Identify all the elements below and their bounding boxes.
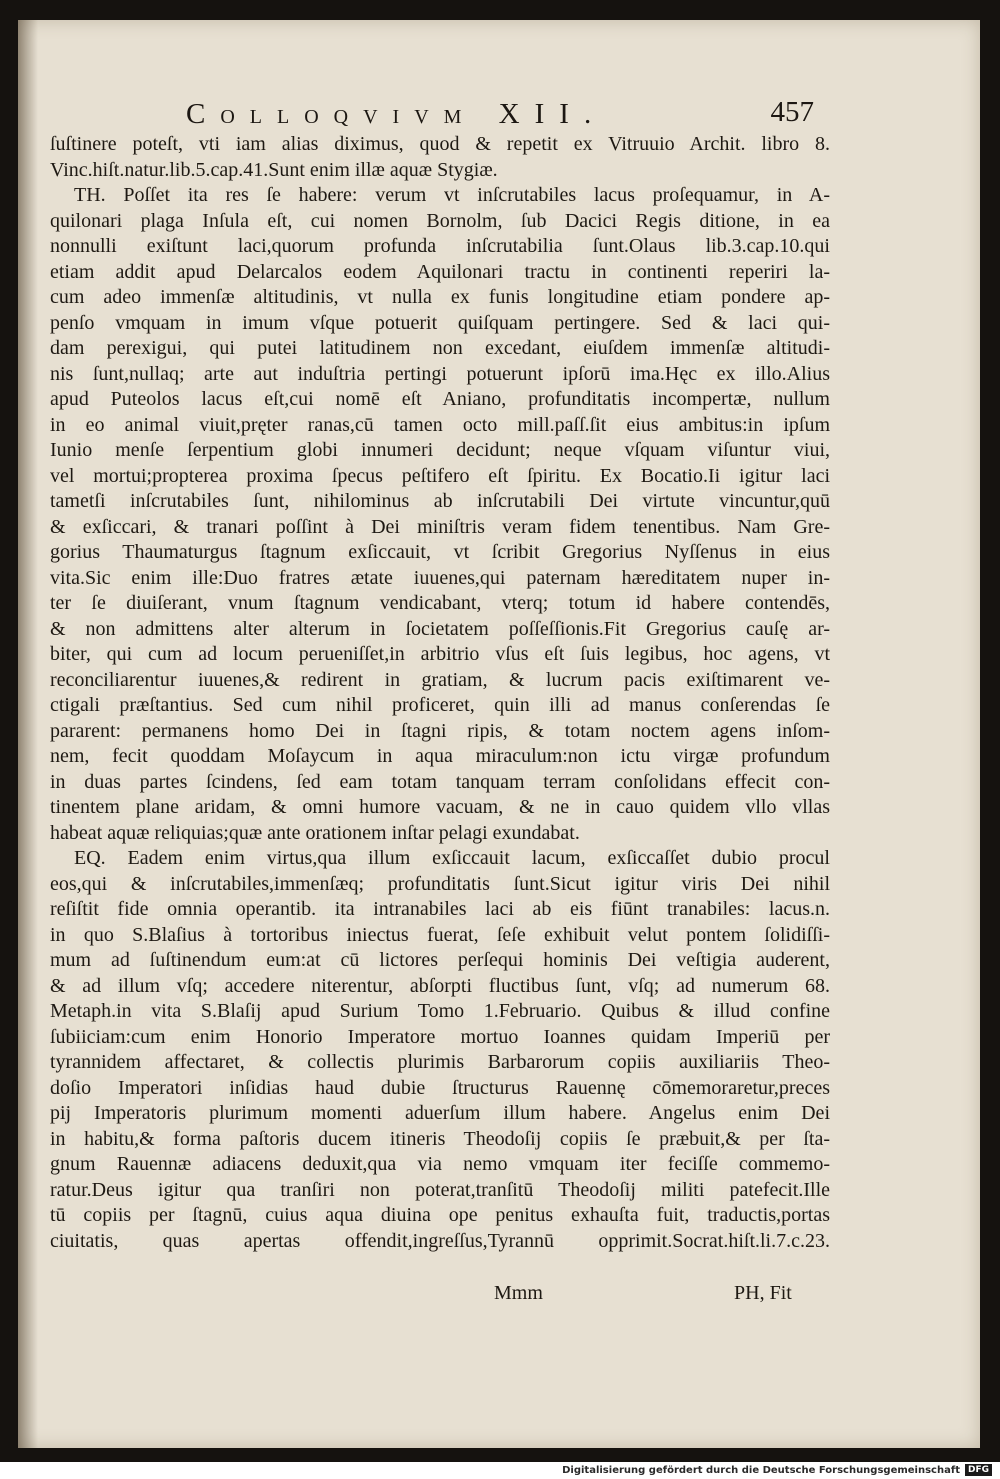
text-line: ſuſtinere poteſt, vti iam alias diximus, quod & repetit ex Vitruuio Archit. libro 8. xyxy=(50,133,830,155)
dfg-logo: DFG xyxy=(965,1464,992,1476)
body-text xyxy=(50,132,830,1254)
text-line: in quo S.Blaſius à tortoribus iniectus fuerat, ſeſe exhibuit velut pontem ſolidiſſi- xyxy=(50,923,830,946)
text-line: eos,qui & inſcrutabiles,immenſæq; profunditatis ſunt.Sicut igitur viris Dei nihil xyxy=(50,872,830,895)
text-line: Vinc.hiſt.natur.lib.5.cap.41.Sunt enim illæ aquæ Stygiæ. xyxy=(50,158,498,181)
text-line: cum adeo immenſæ altitudinis, vt nulla ex funis longitudine etiam pondere ap- xyxy=(50,286,830,308)
running-title: Colloqvivm XII. xyxy=(186,98,607,130)
text-line: & non admittens alter alterum in ſocietatem poſſeſſionis.Fit Gregorius cauſę ar- xyxy=(50,617,830,640)
text-line: nonnulli exiſtunt laci,quorum profunda inſcrutabilia ſunt.Olaus lib.3.cap.10.qui xyxy=(50,235,830,257)
text-line: quilonari plaga Inſula eſt, cui nomen Bornolm, ſub Dacici Regis ditione, in ea xyxy=(50,209,830,232)
text-line: reſiſtit fide omnia operantib. ita intranabiles laci ab eis fiūnt tranabiles: lacus.n. xyxy=(50,898,830,920)
text-line: vel mortui;propterea proxima ſpecus peſtifero eſt ſpiritu. Ex Bocatio.Ii igitur laci xyxy=(50,464,830,487)
dfg-credit-text: Digitalisierung gefördert durch die Deutsche Forschungsgemeinschaft xyxy=(562,1464,960,1476)
page-footer xyxy=(18,1282,980,1312)
text-line: tyrannidem affectaret, & collectis plurimis Barbarorum copiis auxiliariis Theo- xyxy=(50,1051,830,1073)
text-line: dam perexigui, qui putei latitudinem non excedant, eiuſdem immenſæ altitudi- xyxy=(50,337,830,359)
text-line: penſo vmquam in imum vſque potuerit quiſquam pertingere. Sed & laci qui- xyxy=(50,311,830,334)
text-line: nis ſunt,nullaq; arte aut induſtria pertingi potuerunt ipſorū ima.Hęc ex illo.Alius xyxy=(50,362,830,385)
page-number: 457 xyxy=(770,96,814,128)
text-line: mum ad ſuſtinendum eum:at cū lictores perſequi hominis Dei veſtigia auderent, xyxy=(50,949,830,971)
text-line: vita.Sic enim ille:Duo fratres ætate iuuenes,qui paternam hæreditatem nuper in- xyxy=(50,566,830,589)
text-line: in habitu,& forma paſtoris ducem itineris Theodoſij copiis ſe præbuit,& per ſta- xyxy=(50,1127,830,1150)
catchword: PH, Fit xyxy=(734,1282,792,1304)
text-line: Iunio menſe ſerpentium globi innumeri decidunt; neque vſquam viſuntur viui, xyxy=(50,439,830,461)
text-line: ratur.Deus igitur qua tranſiri non poterat,tranſitū Theodoſij militi patefecit.Ille xyxy=(50,1178,830,1201)
text-line: ter ſe diuiſerant, vnum ſtagnum vendicabant, vterq; totum id habere contendēs, xyxy=(50,592,830,614)
text-line: pij Imperatoris plurimum momenti aduerſum illum habere. Angelus enim Dei xyxy=(50,1102,830,1124)
text-line: ſubiiciam:cum enim Honorio Imperatore mortuo Ioannes quidam Imperiū per xyxy=(50,1025,830,1048)
text-line: apud Puteolos lacus eſt,cui nomē eſt Aniano, profunditatis incompertæ, nullum xyxy=(50,388,830,410)
signature-mark: Mmm xyxy=(494,1282,543,1304)
text-line: in duas partes ſcindens, ſed eam totam tanquam terram conſolidans effecit con- xyxy=(50,770,830,793)
text-line: & exſiccari, & tranari poſſint à Dei miniſtris veram fidem tenentibus. Nam Gre- xyxy=(50,515,830,538)
text-line: tametſi inſcrutabiles ſunt, nihilominus ab inſcrutabili Dei virtute vincuntur,quū xyxy=(50,490,830,512)
text-line: reconciliarentur iuuenes,& redirent in gratiam, & lucrum pacis exiſtimarent ve- xyxy=(50,668,830,691)
text-line: tū copiis per ſtagnū, cuius aqua diuina ope penitus exhauſta fuit, traductis,portas xyxy=(50,1204,830,1226)
text-line: tinentem plane aridam, & omni humore vacuam, & ne in cauo quidem vllo vllas xyxy=(50,796,830,818)
dfg-credit xyxy=(562,1463,992,1477)
text-line: & ad illum vſq; accedere niterentur, abſorpti fluctibus ſunt, vſq; ad numerum 68. xyxy=(50,974,830,997)
text-line: doſio Imperatori inſidias haud dubie ſtructurus Rauennę cōmemoraretur,preces xyxy=(50,1076,830,1099)
text-line: gorius Thaumaturgus ſtagnum exſiccauit, vt ſcribit Gregorius Nyſſenus in eius xyxy=(50,541,830,563)
text-line: in eo animal viuit,pręter ranas,cū tamen octo mill.paſſ.ſit eius ambitus:in ipſum xyxy=(50,413,830,436)
text-line: pararent: permanens homo Dei in ſtagni ripis, & totam noctem agens inſom- xyxy=(50,719,830,742)
text-line: ctigali præſtantius. Sed cum nihil proficeret, quin illi ad manus conſerendas ſe xyxy=(50,694,830,716)
text-line: EQ. Eadem enim virtus,qua illum exſiccauit lacum, exſiccaſſet dubio procul xyxy=(74,847,830,869)
text-line: Metaph.in vita S.Blaſij apud Surium Tomo 1.Februario. Quibus & illud confine xyxy=(50,1000,830,1022)
text-line: TH. Poſſet ita res ſe habere: verum vt inſcrutabiles lacus proſequamur, in A- xyxy=(74,184,830,206)
text-line: biter, qui cum ad locum perueniſſet,in arbitrio vſus eſt ſuis legibus, hoc agens, vt xyxy=(50,643,830,665)
text-line: etiam addit apud Delarcalos eodem Aquilonari tractu in continenti reperiri la- xyxy=(50,260,830,283)
text-line: nem, fecit quoddam Moſaycum in aqua miraculum:non ictu virgæ profundum xyxy=(50,745,830,767)
text-line: ciuitatis, quas apertas offendit,ingreſſus,Tyrannū opprimit.Socrat.hiſt.li.7.c.23. xyxy=(50,1229,830,1252)
text-line: gnum Rauennæ adiacens deduxit,qua via nemo vmquam iter feciſſe commemo- xyxy=(50,1153,830,1175)
book-page xyxy=(18,20,980,1448)
text-line: habeat aquæ reliquias;quæ ante orationem inſtar pelagi exundabat. xyxy=(50,821,580,844)
